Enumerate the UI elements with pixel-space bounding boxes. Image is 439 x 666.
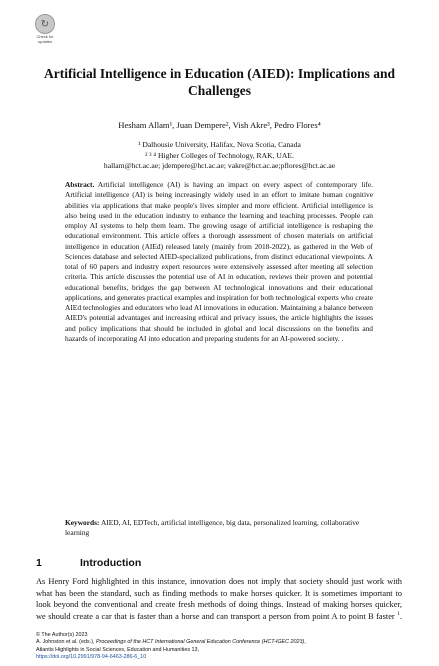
affiliations xyxy=(30,140,409,172)
body-text-b: . xyxy=(399,611,402,621)
keywords-label: Keywords: xyxy=(65,518,100,527)
affiliation-2: ² ³ ⁴ Higher Colleges of Technology, RAK, UAE. xyxy=(145,150,294,160)
affiliation-1: ¹ Dalhousie University, Halifax, Nova Scotia, Canada xyxy=(138,140,301,149)
abstract-label: Abstract. xyxy=(65,180,95,189)
abstract xyxy=(65,180,373,344)
copyright-line: © The Author(s) 2023 xyxy=(36,632,88,638)
body-text-a: As Henry Ford highlighted in this instance, innovation does not imply that society should just work with what has been the standard, such as finding methods to make horses quicker. It is sometimes important to look beyond the conventional and create fresh methods of doing things. Instead of making horses quicker, we should create a car that is faster than a horse and can transport a person from point A to point B faster xyxy=(36,577,402,621)
check-for-updates-label: Check for updates xyxy=(36,34,54,44)
check-for-updates-icon: ↻ xyxy=(35,14,55,34)
author-list: Hesham Allam¹, Juan Dempere², Vish Akre³, Pedro Flores⁴ xyxy=(118,120,321,130)
body-paragraph xyxy=(36,576,402,624)
paper-title: Artificial Intelligence in Education (AIED): Implications and Challenges xyxy=(43,66,395,98)
footnote-ref: 1 xyxy=(397,610,400,617)
section-number: 1 xyxy=(36,557,42,569)
citation-comma: , xyxy=(304,639,306,646)
keywords xyxy=(65,518,373,539)
keywords-text: AIED, AI, EDTech, artificial intelligence, big data, personalized learning, collaborative learning xyxy=(65,518,360,538)
citation-line xyxy=(36,639,406,646)
citation-editors: A. Johnston et al. (eds.), xyxy=(36,639,96,646)
citation-proceedings: Proceedings of the HCT International General Education Conference (HCT-IGEC 2023) xyxy=(95,639,305,646)
check-for-updates-badge[interactable] xyxy=(34,14,56,44)
section-heading xyxy=(36,557,141,569)
series-line: Atlantis Highlights in Social Sciences, Education and Humanities 13, xyxy=(36,646,200,653)
section-title: Introduction xyxy=(80,557,142,569)
abstract-text: Artificial intelligence (AI) is having an impact on every aspect of contemporary life. Artificial intelligence (AI) is being increasingly widely used in an effort to imitate human cognitive abilities via applications that make people's lives simpler and more efficient. Artificial intelligence is also being used in the education industry to enhance the learning and teaching processes. People can employ AI systems to help them learn. The growing usage of artificial intelligence is reshaping the educational environment. This article offers a thorough assessment of chosen materials on artificial intelligence in education (AIEd) released lately (mainly from 2018-2022), as gathered in the Web of Sciences database and selected AIED-specialized publications, from distinct educational viewpoints. A total of 60 papers and industry expert resources were extensively assessed after meeting all selection criteria. This article discusses the potential use of AI in education, reviews their proven and potential educational benefits, bridges the gap between AI technological innovations and their educational applications, and generates practical examples and inspiration for both technological experts who create AIEd technologies and educators who lead AI innovations in education. Maintaining a balance between AIED's potential advantages and increasing ethical and privacy issues, the article highlights the issues and policy implications that should be included in global and local discussions on the benefits and hazards of incorporating AI into education and preparing students for an AI-powered society. . xyxy=(65,180,373,343)
doi-link[interactable]: https://doi.org/10.2991/978-94-6463-286-6_10 xyxy=(36,654,147,661)
author-emails: hallam@hct.ac.ae; jdempere@hct.ac.ae; vakre@hct.ac.ae;pflores@hct.ac.ae xyxy=(103,161,336,170)
page-footer xyxy=(36,632,406,662)
